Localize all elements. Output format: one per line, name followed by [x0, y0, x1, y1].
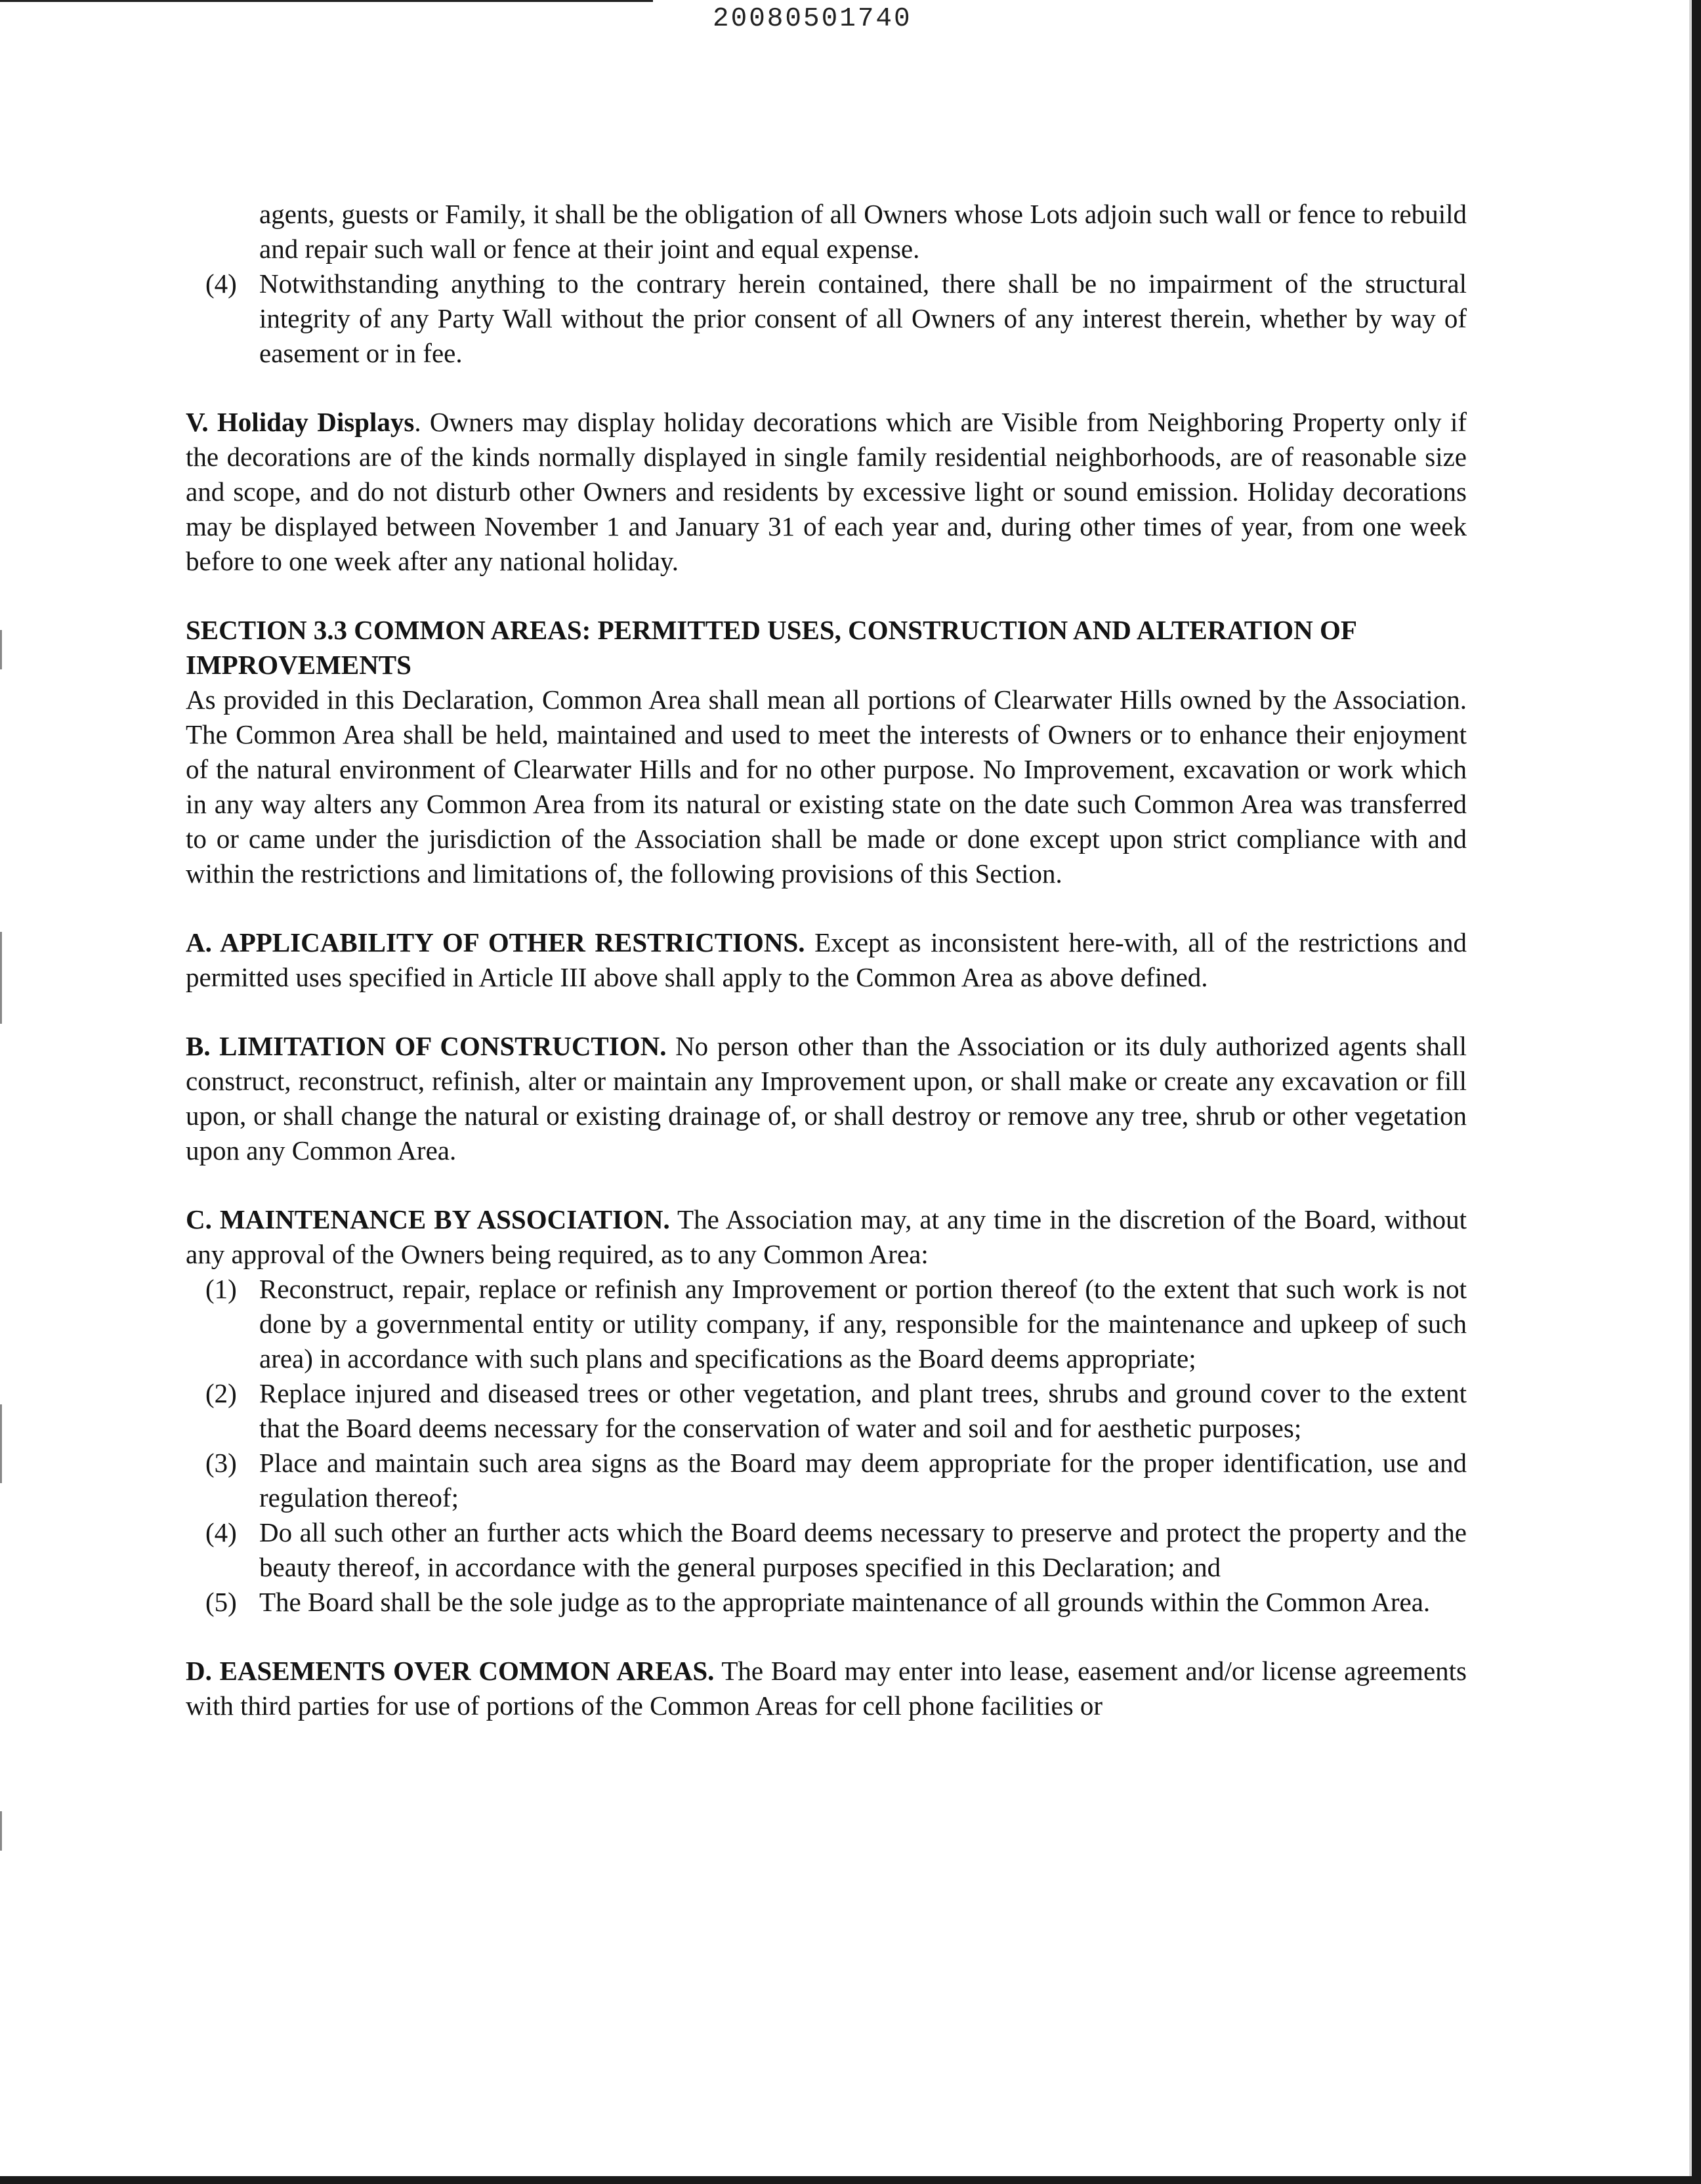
- list-item: [186, 1515, 1467, 1585]
- section-c: [186, 1202, 1467, 1620]
- list-text: The Board shall be the sole judge as to the appropriate maintenance of all grounds within the Common Area.: [259, 1587, 1431, 1617]
- list-item: [186, 1376, 1467, 1446]
- list-text: Place and maintain such area signs as the Board may deem appropriate for the proper identification, use and regulation thereof;: [259, 1448, 1467, 1513]
- list-text: Replace injured and diseased trees or other vegetation, and plant trees, shrubs and ground cover to the extent that the Board deems necessary for the conservation of water and soil and for aesthetic purposes;: [259, 1378, 1467, 1443]
- scan-mark: [0, 1404, 2, 1483]
- document-number: 20080501740: [713, 4, 912, 34]
- party-wall-continuation: [186, 197, 1467, 371]
- scan-mark: [0, 1811, 2, 1851]
- section-b: [186, 1029, 1467, 1168]
- section-heading: D. EASEMENTS OVER COMMON AREAS.: [186, 1656, 715, 1686]
- scan-mark: [0, 932, 2, 1024]
- list-item: [186, 266, 1467, 371]
- scan-mark: [0, 630, 2, 669]
- list-number: (3): [205, 1448, 237, 1478]
- section-body: No person other than the Association or its duly authorized agents shall construct, reconstruct, refinish, alter or maintain any Improvement upon, or shall make or create any excavation or fill upon, or shall change the natural or existing drainage of, or shall destroy or remove any tree, shrub or other vegetation upon any Common Area.: [186, 1031, 1467, 1166]
- list-text: Reconstruct, repair, replace or refinish any Improvement or portion thereof (to the extent that such work is not done by a governmental entity or utility company, if any, responsible for the maintenance and upkeep of such area) in accordance with such plans and specifications as the Board deems appropriate;: [259, 1274, 1467, 1374]
- section-body: The Board may enter into lease, easement and/or license agreements with third parties for use of portions of the Common Areas for cell phone facilities or: [186, 1656, 1467, 1721]
- list-item: [186, 1585, 1467, 1620]
- scan-border-right: [1692, 0, 1701, 2184]
- section-intro: [186, 1202, 1467, 1272]
- scan-border-top: [0, 0, 653, 2]
- document-page: [186, 197, 1467, 1723]
- section-heading: SECTION 3.3 COMMON AREAS: PERMITTED USES, CONSTRUCTION AND ALTERATION OF IMPROVEMENTS: [186, 615, 1356, 680]
- section-heading: V. Holiday Displays: [186, 407, 415, 437]
- section-body: As provided in this Declaration, Common Area shall mean all portions of Clearwater Hills owned by the Association. The Common Area shall be held, maintained and used to meet the interests of Owners or to enhance their enjoyment of the natural environment of Clearwater Hills and for no other purpose. No Improvement, excavation or work which in any way alters any Common Area from its natural or existing state on the date such Common Area was transferred to or came under the jurisdiction of the Association shall be made or done except upon strict compliance with and within the restrictions and limitations of, the following provisions of this Section.: [186, 684, 1467, 889]
- list-item: [186, 1272, 1467, 1376]
- list-number: (4): [205, 268, 237, 299]
- section-body: The Association may, at any time in the discretion of the Board, without any approval of the Owners being required, as to any Common Area:: [186, 1204, 1467, 1269]
- section-heading: A. APPLICABILITY OF OTHER RESTRICTIONS.: [186, 927, 805, 957]
- list-item: [186, 1446, 1467, 1515]
- list-text: Notwithstanding anything to the contrary herein contained, there shall be no impairment of the structural integrity of any Party Wall without the prior consent of all Owners of any interest therein, whether by way of easement or in fee.: [259, 268, 1467, 368]
- section-body: Except as inconsistent here-with, all of the restrictions and permitted uses specified in Article III above shall apply to the Common Area as above defined.: [186, 927, 1467, 992]
- paragraph: agents, guests or Family, it shall be the obligation of all Owners whose Lots adjoin such wall or fence to rebuild and repair such wall or fence at their joint and equal expense.: [259, 199, 1467, 264]
- section-a: [186, 925, 1467, 995]
- section-body: . Owners may display holiday decorations which are Visible from Neighboring Property only if the decorations are of the kinds normally displayed in single family residential neighborhoods, are of reasonable size and scope, and do not disturb other Owners and residents by excessive light or sound emission. Holiday decorations may be displayed between November 1 and January 31 of each year and, during other times of year, from one week before to one week after any national holiday.: [186, 407, 1467, 576]
- list-text: Do all such other an further acts which the Board deems necessary to preserve and protect the property and the beauty thereof, in accordance with the general purposes specified in this Declaration; and: [259, 1517, 1467, 1582]
- list-number: (4): [205, 1517, 237, 1547]
- list-number: (2): [205, 1378, 237, 1408]
- section-d: [186, 1654, 1467, 1723]
- section-heading: B. LIMITATION OF CONSTRUCTION.: [186, 1031, 667, 1061]
- section-heading: C. MAINTENANCE BY ASSOCIATION.: [186, 1204, 670, 1234]
- scan-border-bottom: [0, 2176, 1701, 2184]
- list-number: (1): [205, 1274, 237, 1304]
- holiday-displays-section: [186, 405, 1467, 579]
- list-number: (5): [205, 1587, 237, 1617]
- section-3-3: [186, 613, 1467, 891]
